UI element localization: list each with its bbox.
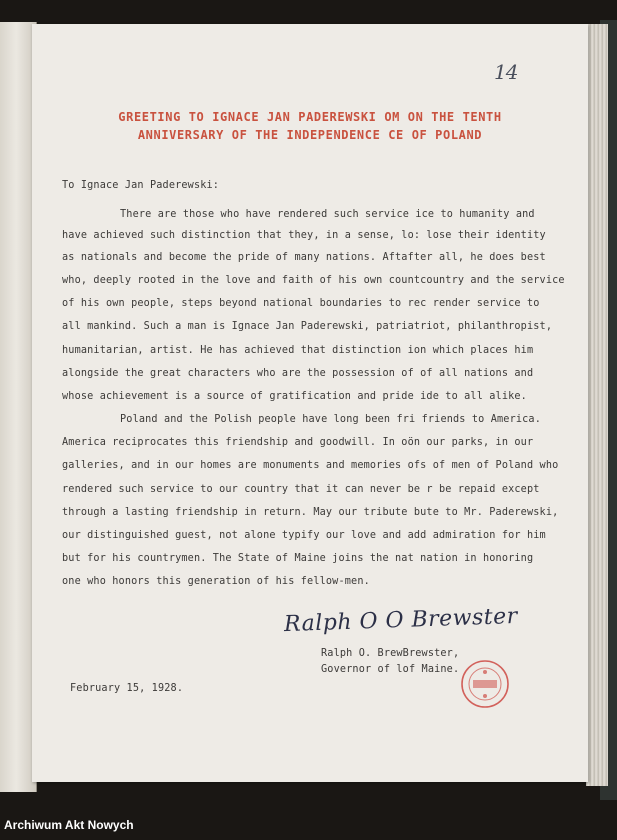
body-line: through a lasting friendship in return. May our tribute bute to Mr. Paderewski, [62,507,559,518]
body-line: humanitarian, artist. He has achieved that distinction ion which places him [62,345,534,356]
salutation: To Ignace Jan Paderewski: [62,180,220,191]
body-line: There are those who have rendered such service ice to humanity and [120,209,535,220]
heading-line-1: GREETING TO IGNACE JAN PADEREWSKI OM ON THE TENTH [118,110,502,124]
body-line: but for his countrymen. The State of Maine joins the nat nation in honoring [62,553,534,564]
body-line: alongside the great characters who are the possession of of all nations and [62,368,534,379]
body-line: have achieved such distinction that they, in a sense, lo: lose their identity [62,230,546,241]
body-line: all mankind. Such a man is Ignace Jan Paderewski, patriatriot, philanthropist, [62,321,553,332]
body-line: galleries, and in our homes are monuments and memories ofs of men of Poland who [62,460,559,471]
heading-line-2: ANNIVERSARY OF THE INDEPENDENCE CE OF POLAND [137,128,483,142]
body-line: rendered such service to our country that it can never be r be repaid except [62,484,540,495]
handwritten-signature: Ralph O O Brewster [283,603,519,638]
body-line: our distinguished guest, not alone typify our love and add admiration for him [62,530,546,541]
archive-stamp-icon [459,658,511,710]
body-line: America reciprocates this friendship and goodwill. In oön our parks, in our [62,437,534,448]
page-number: 14 [494,60,518,84]
signer-title: Governor of lof Maine. [321,664,460,675]
body-line: Poland and the Polish people have long been fri friends to America. [120,414,541,425]
document-date: February 15, 1928. [70,683,184,694]
signer-name: Ralph O. BrewBrewster, [321,648,460,659]
body-line: whose achievement is a source of gratification and pride ide to all alike. [62,391,527,402]
archive-watermark: Archiwum Akt Nowych [4,818,134,832]
body-line: one who honors this generation of his fellow-men. [62,576,370,587]
body-line: as nationals and become the pride of many nations. Aftafter all, he does best [62,252,546,263]
body-line: who, deeply rooted in the love and faith of his own countcountry and the service [62,275,565,286]
body-line: of his own people, steps beyond national boundaries to rec render service to [62,298,540,309]
page-stack-edge [586,24,608,786]
